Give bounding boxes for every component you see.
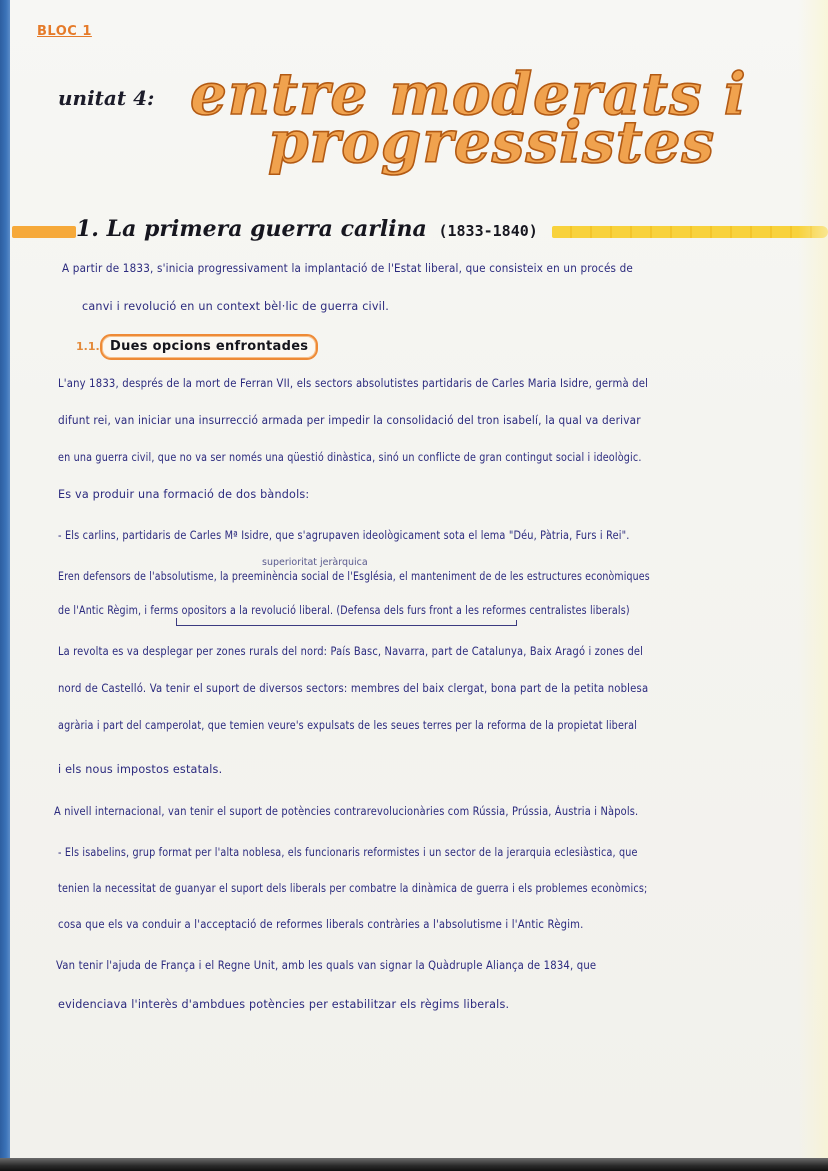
- body-line-15: cosa que els va conduir a l'acceptació de reformes liberals contràries a l'absolutisme i l'Antic Règim.: [58, 918, 584, 931]
- binder-edge: [0, 0, 10, 1158]
- body-line-4: Es va produir una formació de dos bàndols:: [58, 488, 310, 501]
- body-line-2: difunt rei, van iniciar una insurrecció armada per impedir la consolidació del tron isabelí, la qual va derivar: [58, 414, 641, 427]
- bloc-label: BLOC 1: [37, 24, 92, 39]
- subsection-title-cloud: Dues opcions enfrontades: [100, 334, 318, 360]
- body-line-17: evidenciava l'interès d'ambdues potències per estabilitzar els règims liberals.: [58, 998, 510, 1011]
- body-line-1: L'any 1833, després de la mort de Ferran VII, els sectors absolutistes partidaris de Carles Maria Isidre, germà del: [58, 377, 649, 390]
- body-line-16: Van tenir l'ajuda de França i el Regne Unit, amb les quals van signar la Quàdruple Aliança de 1834, que: [56, 959, 597, 972]
- unit-title-line-2: progressistes: [268, 108, 716, 176]
- unit-title-line-1: entre moderats i: [190, 60, 747, 128]
- page-bottom-edge: [0, 1158, 828, 1171]
- subsection-number: 1.1.: [76, 340, 100, 353]
- unit-label: unitat 4:: [58, 86, 155, 110]
- body-line-6: Eren defensors de l'absolutisme, la preeminència social de l'Església, el manteniment de de les estructures econòmiques: [58, 570, 650, 583]
- highlighter-mark-left: [12, 226, 76, 238]
- section-heading: [76, 216, 538, 242]
- body-line-3: en una guerra civil, que no va ser només una qüestió dinàstica, sinó un conflicte de gran contingut social i ideològic.: [58, 451, 642, 464]
- body-line-14: tenien la necessitat de guanyar el suport dels liberals per combatre la dinàmica de guerra i els problemes econòmics;: [58, 882, 648, 895]
- body-line-international: A nivell internacional, van tenir el suport de potències contrarevolucionàries com Rússia, Prússia, Àustria i Nàpols.: [54, 805, 639, 818]
- section-heading-text: 1. La primera guerra carlina: [76, 216, 427, 242]
- body-line-7: de l'Antic Règim, i ferms opositors a la revolució liberal. (Defensa dels furs front a les reformes centralistes liberals): [58, 604, 630, 617]
- annotation-bracket-line: [176, 625, 516, 626]
- body-line-9: nord de Castelló. Va tenir el suport de diversos sectors: membres del baix clergat, bona part de la petita noblesa: [58, 682, 649, 695]
- body-line-carlins: - Els carlins, partidaris de Carles Mª Isidre, que s'agrupaven ideològicament sota el lema "Déu, Pàtria, Furs i Rei".: [58, 529, 630, 542]
- intro-line-1: A partir de 1833, s'inicia progressivament la implantació de l'Estat liberal, que consisteix en un procés de: [62, 262, 634, 275]
- section-heading-row: [0, 216, 828, 246]
- body-line-10: agrària i part del camperolat, que temien veure's expulsats de les seues terres per la reforma de la propietat liberal: [58, 719, 638, 732]
- body-line-11: i els nous impostos estatals.: [58, 763, 223, 776]
- annotation-bracket-end: [516, 620, 517, 626]
- intro-line-2: canvi i revolució en un context bèl·lic de guerra civil.: [82, 300, 390, 313]
- margin-note: superioritat jeràrquica: [262, 557, 368, 568]
- body-line-8: La revolta es va desplegar per zones rurals del nord: País Basc, Navarra, part de Catalunya, Baix Aragó i zones del: [58, 645, 644, 658]
- highlighter-mark-right: [552, 226, 828, 238]
- body-line-isabelins: - Els isabelins, grup format per l'alta noblesa, els funcionaris reformistes i un sector de la jerarquia eclesiàstica, que: [58, 846, 638, 859]
- section-heading-dates: (1833-1840): [438, 222, 538, 240]
